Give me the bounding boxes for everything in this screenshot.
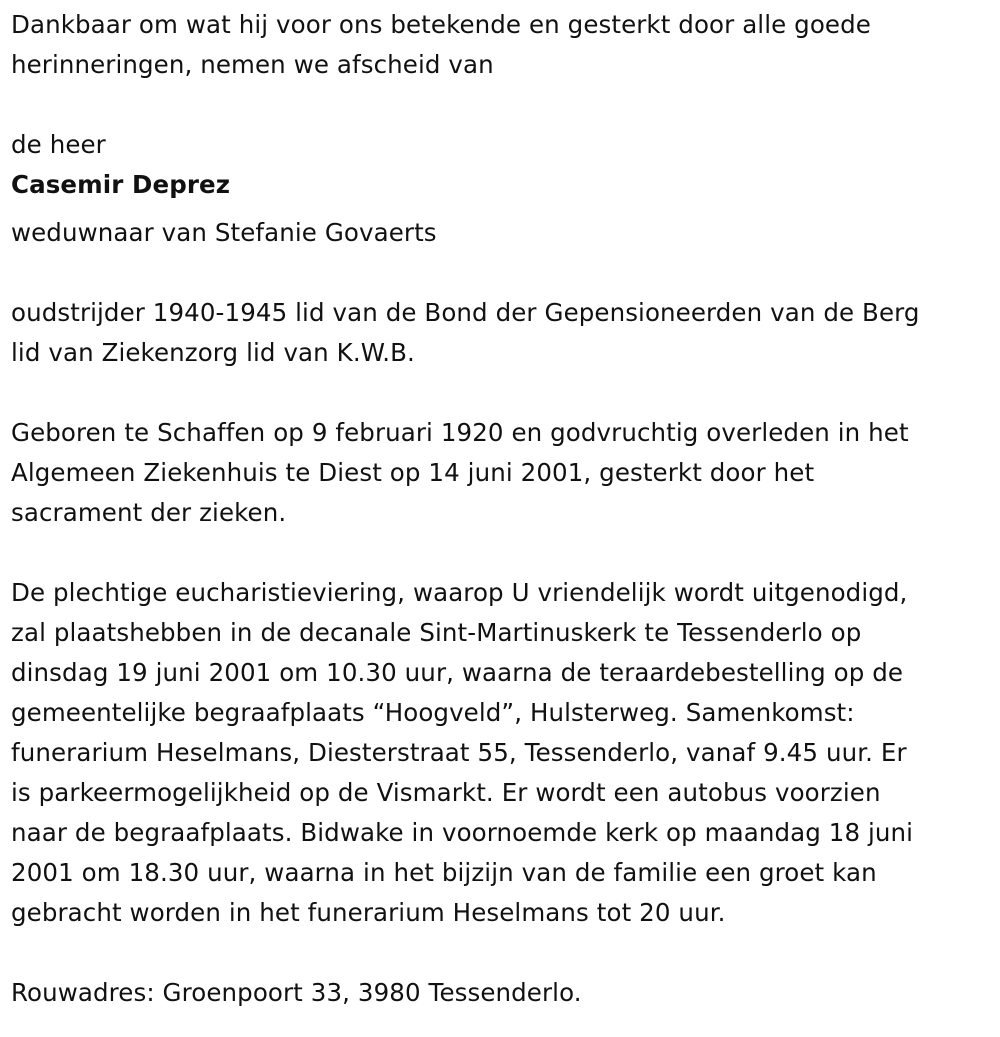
ceremony-line: De plechtige eucharistieviering, waarop U vriendelijk wordt uitgenodigd, [11, 578, 908, 607]
ceremony-line: gebracht worden in het funerarium Heselmans tot 20 uur. [11, 898, 726, 927]
paragraph-gap [11, 253, 991, 293]
birth-death-line: Algemeen Ziekenhuis te Diest op 14 juni 2001, gesterkt door het [11, 458, 815, 487]
paragraph-gap [11, 85, 991, 125]
spouse-line: weduwnaar van Stefanie Govaerts [11, 218, 437, 247]
paragraph-gap [11, 373, 991, 413]
intro-paragraph [11, 5, 991, 85]
ceremony-line: naar de begraafplaats. Bidwake in voornoemde kerk op maandag 18 juni [11, 818, 914, 847]
ceremony-line: zal plaatshebben in de decanale Sint-Martinuskerk te Tessenderlo op [11, 618, 862, 647]
memberships-paragraph [11, 293, 991, 373]
membership-line: oudstrijder 1940-1945 lid van de Bond der Gepensioneerden van de Berg [11, 298, 920, 327]
paragraph-gap [11, 533, 991, 573]
birth-death-line: sacrament der zieken. [11, 498, 287, 527]
paragraph-gap [11, 933, 991, 973]
membership-line: lid van Ziekenzorg lid van K.W.B. [11, 338, 415, 367]
birth-death-line: Geboren te Schaffen op 9 februari 1920 en godvruchtig overleden in het [11, 418, 909, 447]
deceased-name: Casemir Deprez [11, 170, 231, 199]
salutation: de heer [11, 130, 106, 159]
ceremony-line: 2001 om 18.30 uur, waarna in het bijzijn van de familie een groet kan [11, 858, 877, 887]
mourning-address: Rouwadres: Groenpoort 33, 3980 Tessenderlo. [11, 978, 582, 1007]
ceremony-line: is parkeermogelijkheid op de Vismarkt. Er wordt een autobus voorzien [11, 778, 881, 807]
ceremony-paragraph [11, 573, 991, 933]
ceremony-line: funerarium Heselmans, Diesterstraat 55, Tessenderlo, vanaf 9.45 uur. Er [11, 738, 907, 767]
birth-death-paragraph [11, 413, 991, 533]
ceremony-line: gemeentelijke begraafplaats “Hoogveld”, Hulsterweg. Samenkomst: [11, 698, 855, 727]
intro-line: Dankbaar om wat hij voor ons betekende en gesterkt door alle goede [11, 10, 871, 39]
obituary-document [11, 5, 991, 1013]
intro-line: herinneringen, nemen we afscheid van [11, 50, 494, 79]
ceremony-line: dinsdag 19 juni 2001 om 10.30 uur, waarna de teraardebestelling op de [11, 658, 904, 687]
